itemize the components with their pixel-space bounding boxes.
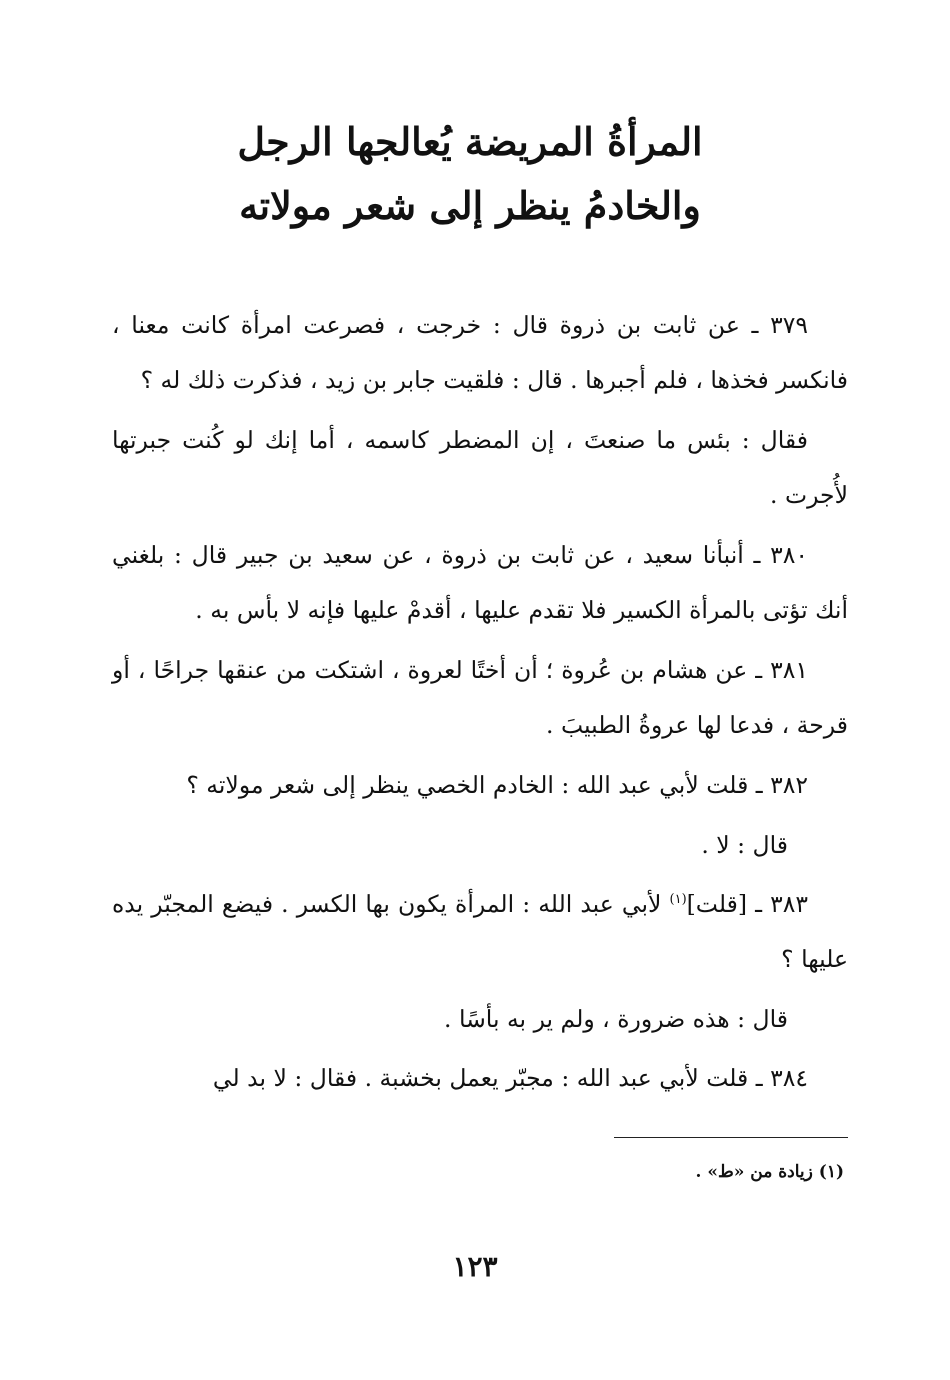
paragraph-380: ٣٨٠ ـ أنبأنا سعيد ، عن ثابت بن ذروة ، عن سعيد بن جبير قال : بلغني أنك تؤتى بالمرأة الكسير فلا تقدم عليها ، أقدمْ عليها فإنه لا بأس به . [112, 541, 848, 624]
paragraph-383 [112, 877, 848, 987]
paragraph-384: ٣٨٤ ـ قلت لأبي عبد الله : مجبّر يعمل بخشبة . فقال : لا بد لي [212, 1064, 808, 1092]
paragraph-383-reply: قال : هذه ضرورة ، ولم ير به بأسًا . [444, 1005, 788, 1033]
paragraph-382: ٣٨٢ ـ قلت لأبي عبد الله : الخادم الخصي ينظر إلى شعر مولاته ؟ [186, 771, 808, 799]
footnote-marker: (١) [669, 892, 687, 908]
chapter-title [200, 110, 740, 238]
footnote: (١) زيادة من «ط» . [695, 1162, 844, 1182]
title-line-1: المرأةُ المريضة يُعالجها الرجل [237, 119, 703, 164]
paragraph-383-start: ٣٨٣ ـ [قلت] [686, 890, 808, 918]
paragraph-382-reply: قال : لا . [701, 831, 788, 859]
page-number: ١٢٣ [452, 1250, 498, 1283]
main-text [112, 298, 848, 1111]
paragraph-379: ٣٧٩ ـ عن ثابت بن ذروة قال : خرجت ، فصرعت امرأة كانت معنا ، فانكسر فخذها ، فلم أجبرها . قال : فلقيت جابر بن زيد ، فذكرت ذلك له ؟ [112, 311, 848, 394]
footnote-divider [614, 1137, 848, 1138]
paragraph-381: ٣٨١ ـ عن هشام بن عُروة ؛ أن أختًا لعروة ، اشتكت من عنقها جراحًا ، أو قرحة ، فدعا لها عروةُ الطبيبَ . [112, 656, 848, 739]
title-line-2: والخادمُ ينظر إلى شعر مولاته [239, 183, 701, 228]
paragraph-379-reply: فقال : بئس ما صنعتَ ، إن المضطر كاسمه ، أما إنك لو كُنت جبرتها لأُجرت . [112, 426, 848, 509]
paragraph-383-rest: لأبي عبد الله : المرأة يكون بها الكسر . فيضع المجبّر يده عليها ؟ [112, 890, 848, 973]
